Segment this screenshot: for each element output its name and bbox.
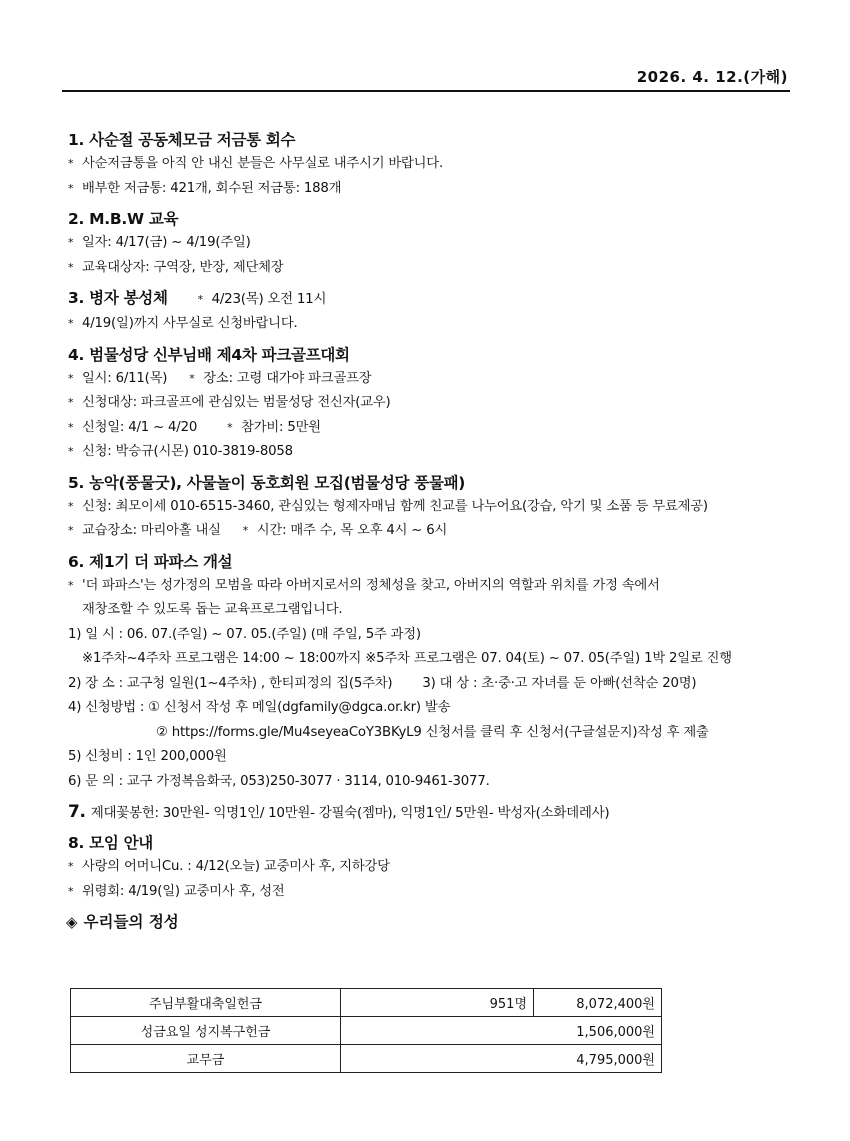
section-3-line-1: * 4/19(일)까지 사무실로 신청바랍니다. xyxy=(68,312,788,337)
bullet-icon: * xyxy=(68,578,74,592)
table-cell-amount: 1,506,000원 xyxy=(341,1017,662,1045)
bullet-icon: * xyxy=(68,524,74,537)
table-cell-count: 951명 xyxy=(341,989,534,1017)
section-8-line-2: * 위령회: 4/19(일) 교중미사 후, 성전 xyxy=(68,880,788,905)
bulletin-date: 2026. 4. 12.(가해) xyxy=(636,68,788,86)
section-2-line-1: * 일자: 4/17(금) ~ 4/19(주일) xyxy=(68,231,788,256)
bullet-icon: * xyxy=(68,260,74,274)
bullet-icon: * xyxy=(68,236,74,249)
section-6-line-1: * '더 파파스'는 성가정의 모범을 따라 아버지로서의 정체성을 찾고, 아버지의 역할과 위치를 가정 속에서 xyxy=(68,574,788,599)
bullet-icon: * xyxy=(68,420,74,434)
bullet-icon: * xyxy=(197,293,203,306)
section-1-line-2: * 배부한 저금통: 421개, 회수된 저금통: 188개 xyxy=(68,177,788,202)
section-6-schedule: 1) 일 시 : 06. 07.(주일) ~ 07. 05.(주일) (매 주일, 5주 과정) xyxy=(68,626,421,642)
section-6-schedule-note: ※1주차~4주차 프로그램은 14:00 ~ 18:00까지 ※5주차 프로그램은 07. 04(토) ~ 07. 05(주일) 1박 2일로 진행 xyxy=(82,651,732,666)
section-1-line-1: * 사순저금통을 아직 안 내신 분들은 사무실로 내주시기 바랍니다. xyxy=(68,152,788,177)
contributions-table xyxy=(70,988,662,1073)
bullet-icon: * xyxy=(68,157,74,170)
table-row xyxy=(71,989,662,1017)
section-2-title: 2. M.B.W 교육 xyxy=(68,210,179,228)
section-6-fee: 5) 신청비 : 1인 200,000원 xyxy=(68,749,227,764)
table-cell-label: 주님부활대축일헌금 xyxy=(71,989,341,1017)
bullet-icon: * xyxy=(68,884,74,898)
table-cell-amount: 8,072,400원 xyxy=(534,989,662,1017)
bullet-icon: * xyxy=(189,371,195,385)
bullet-icon: * xyxy=(68,181,74,195)
section-4-title: 4. 범물성당 신부님배 제4차 파크골프대회 xyxy=(68,345,350,364)
section-8-title: 8. 모임 안내 xyxy=(68,834,153,852)
announcements xyxy=(68,128,788,934)
section-3-inline-date: 4/23(목) 오전 11시 xyxy=(211,291,327,307)
table-cell-label: 성금요일 성지복구헌금 xyxy=(71,1017,341,1045)
section-3-title: 3. 병자 봉성체 * 4/23(목) 오전 11시 xyxy=(68,286,788,312)
section-5-title: 5. 농악(풍물굿), 사물놀이 동호회원 모집(범물성당 풍물패) xyxy=(68,473,466,492)
section-6-title: 6. 제1기 더 파파스 개설 xyxy=(68,552,233,571)
bullet-icon: * xyxy=(68,445,74,458)
section-7-line: 7. 제대꽃봉헌: 30만원- 익명1인/ 10만원- 강필숙(젬마), 익명1인/ 5만원- 박성자(소화데레사) xyxy=(68,802,610,822)
bullet-icon: * xyxy=(242,524,249,537)
bullet-icon: * xyxy=(68,317,74,330)
section-6-line-2: 재창조할 수 있도록 돕는 교육프로그램입니다. xyxy=(82,602,343,617)
section-5-line-2: * 교습장소: 마리아홀 내실 * 시간: 매주 수, 목 오후 4시 ~ 6시 xyxy=(68,519,788,544)
table-row xyxy=(71,1017,662,1045)
bullet-icon: * xyxy=(227,420,233,434)
contributions-title: ◈ 우리들의 정성 xyxy=(66,913,179,931)
section-4-line-3: * 신청일: 4/1 ~ 4/20 * 참가비: 5만원 xyxy=(68,416,788,441)
table-cell-amount: 4,795,000원 xyxy=(341,1045,662,1073)
section-8-line-1: * 사랑의 어머니Cu. : 4/12(오늘) 교중미사 후, 지하강당 xyxy=(68,855,788,880)
diamond-icon: ◈ xyxy=(66,913,78,931)
bullet-icon: * xyxy=(68,396,74,409)
section-6-place-target: 2) 장 소 : 교구청 일원(1~4주차) , 한티피정의 집(5주차) 3) 대 상 : 초·중·고 자녀를 둔 아빠(선착순 20명) xyxy=(68,675,697,691)
header-rule xyxy=(62,90,790,92)
section-6-apply-method: 4) 신청방법 : ① 신청서 작성 후 메일(dgfamily@dgca.or.kr) 발송 xyxy=(68,700,451,715)
section-6-contact: 6) 문 의 : 교구 가정복음화국, 053)250-3077 · 3114, 010-9461-3077. xyxy=(68,773,490,789)
table-row xyxy=(71,1045,662,1073)
table-cell-label: 교무금 xyxy=(71,1045,341,1073)
section-4-line-1: * 일시: 6/11(목) * 장소: 고령 대가야 파크골프장 xyxy=(68,367,788,392)
section-4-line-4: * 신청: 박승규(시몬) 010-3819-8058 xyxy=(68,440,788,465)
section-4-line-2: * 신청대상: 파크골프에 관심있는 범물성당 전신자(교우) xyxy=(68,391,788,416)
section-6-apply-link: ② https://forms.gle/Mu4seyeaCoY3BKyL9 신청서를 클릭 후 신청서(구글설문지)작성 후 제출 xyxy=(156,724,709,740)
section-1-title: 1. 사순절 공동체모금 저금통 회수 xyxy=(68,131,296,149)
bullet-icon: * xyxy=(68,371,74,385)
bullet-icon: * xyxy=(68,499,74,513)
bullet-icon: * xyxy=(68,860,74,873)
section-5-line-1: * 신청: 최모이세 010-6515-3460, 관심있는 형제자매님 함께 친교를 나누어요(강습, 악기 및 소품 등 무료제공) xyxy=(68,495,788,520)
section-2-line-2: * 교육대상자: 구역장, 반장, 제단체장 xyxy=(68,256,788,281)
